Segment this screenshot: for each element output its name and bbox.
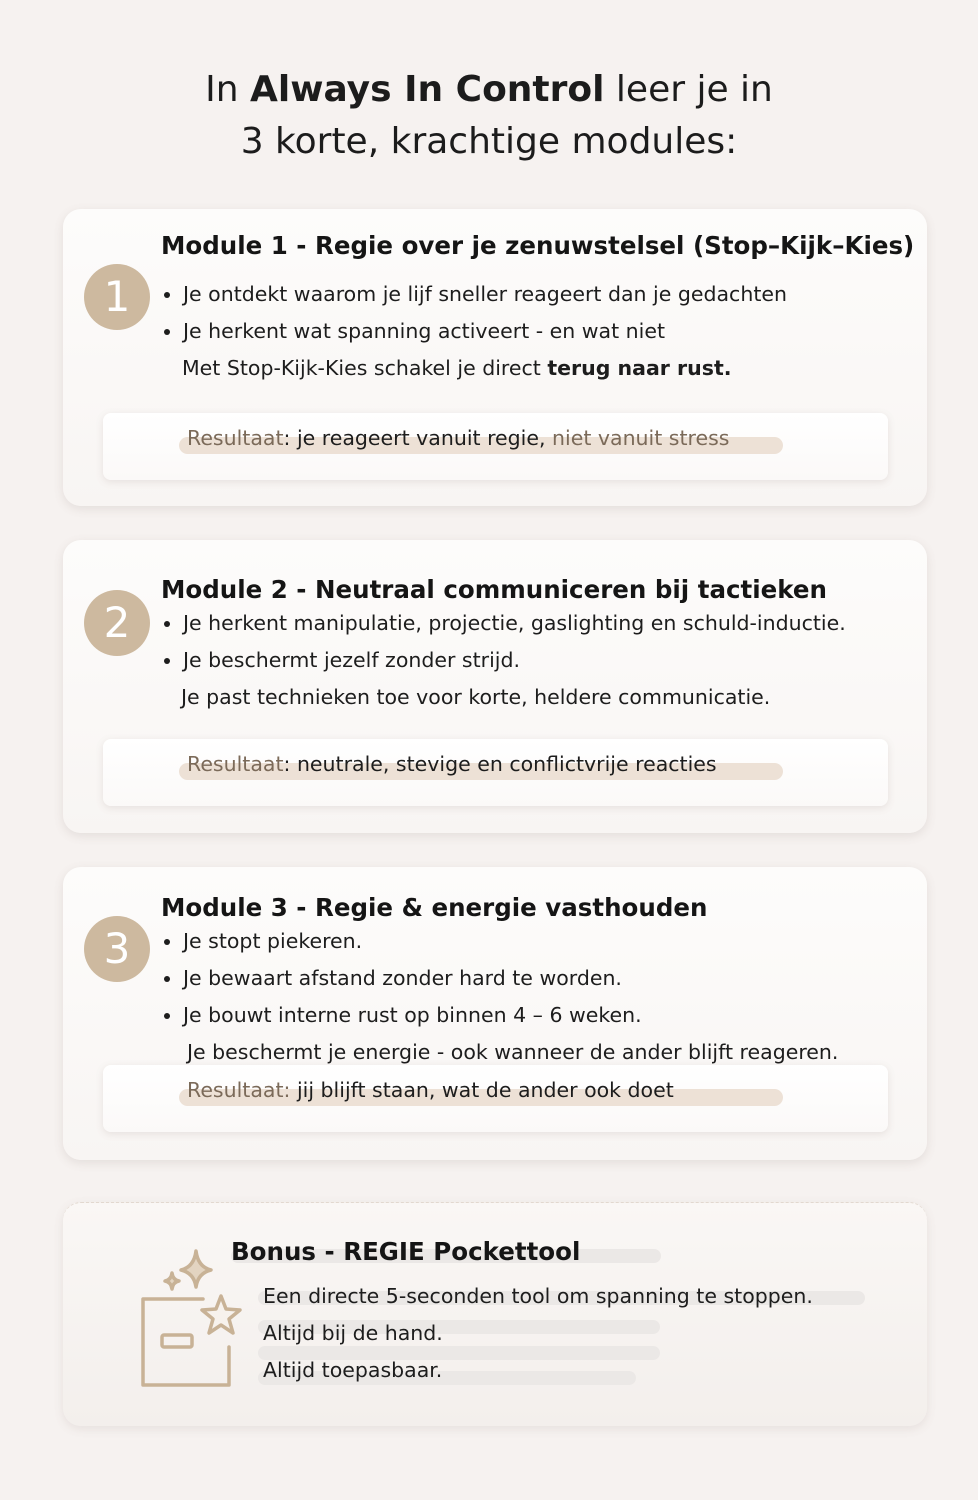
bullet-list [161,276,787,350]
module-title: Module 1 - Regie over je zenuwstelsel (Stop–Kijk–Kies) [161,231,915,260]
module-summary: Je past technieken toe voor korte, heldere communicatie. [181,685,771,709]
module-card-1 [63,209,927,506]
headline-brand: Always In Control [250,69,605,110]
module-title: Module 2 - Neutraal communiceren bij tactieken [161,575,827,604]
module-card-3 [63,867,927,1160]
headline-suffix: leer je in [604,69,773,110]
bullet-list [161,605,846,679]
module-summary: Je beschermt je energie - ook wanneer de ander blijft reageren. [187,1040,839,1064]
headline [0,64,978,168]
bonus-line: Altijd bij de hand. [263,1321,443,1345]
result-line [187,1077,674,1103]
bonus-line: Een directe 5-seconden tool om spanning te stoppen. [263,1284,813,1308]
list-item: Je herkent manipulatie, projectie, gaslighting en schuld-inductie. [161,605,846,642]
module-card-2 [63,540,927,833]
result-text: : je reageert vanuit regie, [283,426,553,450]
bonus-line: Altijd toepasbaar. [263,1358,443,1382]
result-line [187,425,729,451]
result-label: Resultaat [187,426,284,450]
result-text: : neutrale, stevige en conflictvrije reacties [283,752,717,776]
summary-text: Met Stop-Kijk-Kies schakel je direct [182,356,548,380]
bonus-title: Bonus - REGIE Pockettool [231,1237,581,1266]
module-number-badge: 3 [84,916,150,982]
list-item: Je beschermt jezelf zonder strijd. [161,642,846,679]
result-box [103,413,888,480]
module-title: Module 3 - Regie & energie vasthouden [161,893,708,922]
result-tail: niet vanuit stress [552,426,730,450]
headline-prefix: In [205,69,251,110]
list-item: Je bouwt interne rust op binnen 4 – 6 weken. [161,997,642,1034]
list-item: Je ontdekt waarom je lijf sneller reageert dan je gedachten [161,276,787,313]
result-label: Resultaat [187,752,284,776]
module-number-badge: 2 [84,590,150,656]
result-text: jij blijft staan, wat de ander ook doet [296,1078,674,1102]
module-number-badge: 1 [84,264,150,330]
list-item: Je stopt piekeren. [161,923,642,960]
list-item: Je herkent wat spanning activeert - en wat niet [161,313,787,350]
summary-emphasis: terug naar rust. [547,356,732,380]
result-box [103,739,888,806]
result-line [187,751,717,777]
bonus-card [63,1202,927,1426]
module-summary [182,350,732,387]
result-label: Resultaat: [187,1078,297,1102]
result-box [103,1065,888,1132]
bullet-list [161,923,642,1034]
headline-line2: 3 korte, krachtige modules: [240,121,738,162]
list-item: Je bewaart afstand zonder hard te worden. [161,960,642,997]
